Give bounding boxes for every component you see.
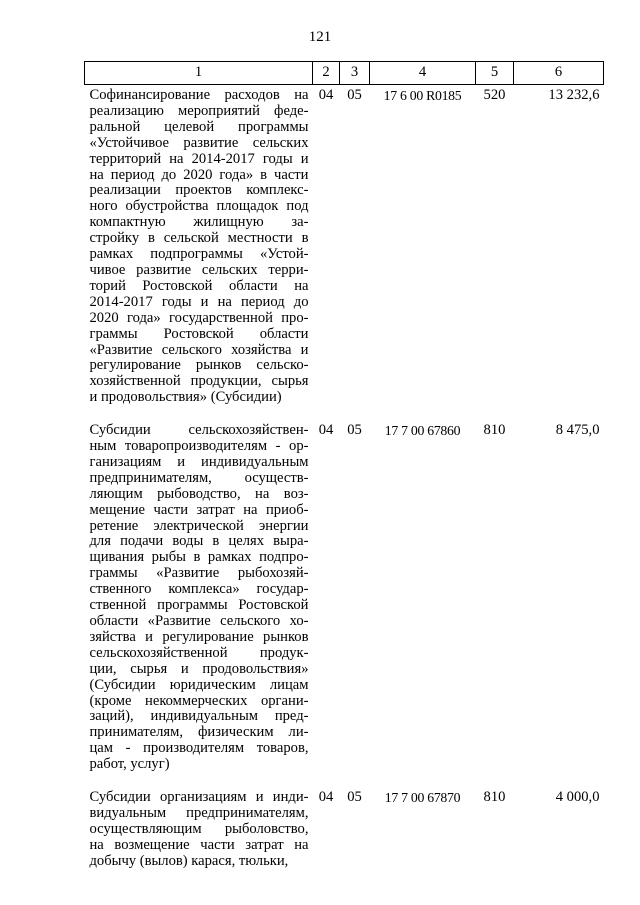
description-line: 2014-2017 годы и на период до [89,293,309,310]
description-line: граммы «Развитие рыбохозяй- [89,565,309,582]
column-header-description: 1 [85,62,313,85]
row-expense-type: 520 [483,87,506,103]
description-line: цам - производителям товаров, [89,740,309,757]
column-header-target-article: 4 [370,62,476,85]
description-line: заций), индивидуальным пред- [89,708,309,725]
description-line: щивания рыбы в рамках подпро- [89,549,309,566]
row-subsection: 05 [347,87,362,103]
page-number: 121 [308,29,332,45]
description-line: ганизациям и индивидуальным [89,453,309,470]
description-line: «Развитие сельского хозяйства и [89,341,309,358]
row-section: 04 [318,789,334,806]
row-target-article: 17 7 00 67870 [384,790,461,806]
description-line: на возмещение части затрат на [89,836,309,853]
description-line: ственной программы Ростовской [89,597,309,614]
description-line: работ, услуг) [89,756,170,773]
description-line: ного обустройства площадок под [89,198,309,215]
description-line: (кроме некоммерческих органи- [89,692,309,709]
column-header-amount: 6 [514,62,604,85]
row-target-article: 17 7 00 67860 [384,423,461,439]
row-amount: 4 000,0 [555,789,600,806]
description-line: «Устойчивое развитие сельских [89,134,309,151]
description-line: области «Развитие сельского хо- [89,613,309,629]
description-line: реализации проектов комплекс- [89,182,309,199]
row-section: 04 [318,87,334,103]
description-line: ретение электрической энергии [89,517,309,534]
table-header-row [85,62,604,85]
description-line: и продовольствия» (Субсидии) [89,389,282,406]
description-line: добычу (вылов) карася, тюльки, [89,852,289,869]
description-line: Субсидии сельскохозяйствен- [89,422,309,439]
description-line: (Субсидии юридическим лицам [89,676,309,693]
row-section: 04 [318,422,334,439]
description-line: регулирование рынков сельско- [89,357,309,374]
row-amount: 13 232,6 [548,87,600,103]
description-line: торий Ростовской области на [89,277,309,294]
description-line: сельскохозяйственной продук- [89,644,309,661]
description-line: чивое развитие сельских терри- [89,261,309,278]
description-line: видуальным предпринимателям, [89,804,309,821]
row-target-article: 17 6 00 R0185 [383,88,462,103]
description-line: ным товаропроизводителям - ор- [89,438,309,455]
table-row [85,85,604,421]
row-subsection: 05 [347,422,362,439]
table-row [85,787,604,870]
description-line: ции, сырья и продовольствия» [89,660,309,677]
row-subsection: 05 [347,789,362,806]
column-header-expense-type: 5 [476,62,514,85]
row-description [85,420,313,787]
description-line: осуществляющим рыболовство, [89,820,309,837]
description-line: компактную жилищную за- [89,214,309,231]
description-line: ральной целевой программы [89,118,309,135]
table-row [85,420,604,787]
description-line: граммы Ростовской области [89,325,309,342]
description-line: для подачи воды в целях выра- [89,533,309,550]
row-description [85,85,313,421]
description-line: на период до 2020 года» в части [89,166,309,183]
description-line: Софинансирование расходов на [89,87,309,103]
budget-table [84,61,604,870]
row-amount: 8 475,0 [555,422,600,439]
description-line: рамках подпрограммы «Устой- [89,246,309,263]
description-line: ственного комплекса» государ- [89,581,309,598]
row-expense-type: 810 [483,789,506,806]
description-line: стройку в сельской местности в [89,230,309,247]
description-line: предпринимателям, осуществ- [89,469,309,486]
column-header-subsection: 3 [340,62,370,85]
column-header-section: 2 [313,62,340,85]
description-line: территорий на 2014-2017 годы и [89,150,309,167]
description-line: принимателям, физическим ли- [89,724,309,741]
description-line: 2020 года» государственной про- [89,309,309,326]
description-line: хозяйственной продукции, сырья [89,373,309,390]
description-line: мещение части затрат на приоб- [89,501,309,518]
row-expense-type: 810 [483,422,506,439]
description-line: Субсидии организациям и инди- [89,789,309,806]
description-line: ляющим рыбоводство, на воз- [89,485,309,502]
description-line: зяйства и регулирование рынков [89,628,309,645]
row-description [85,787,313,870]
description-line: реализацию мероприятий феде- [89,102,309,119]
